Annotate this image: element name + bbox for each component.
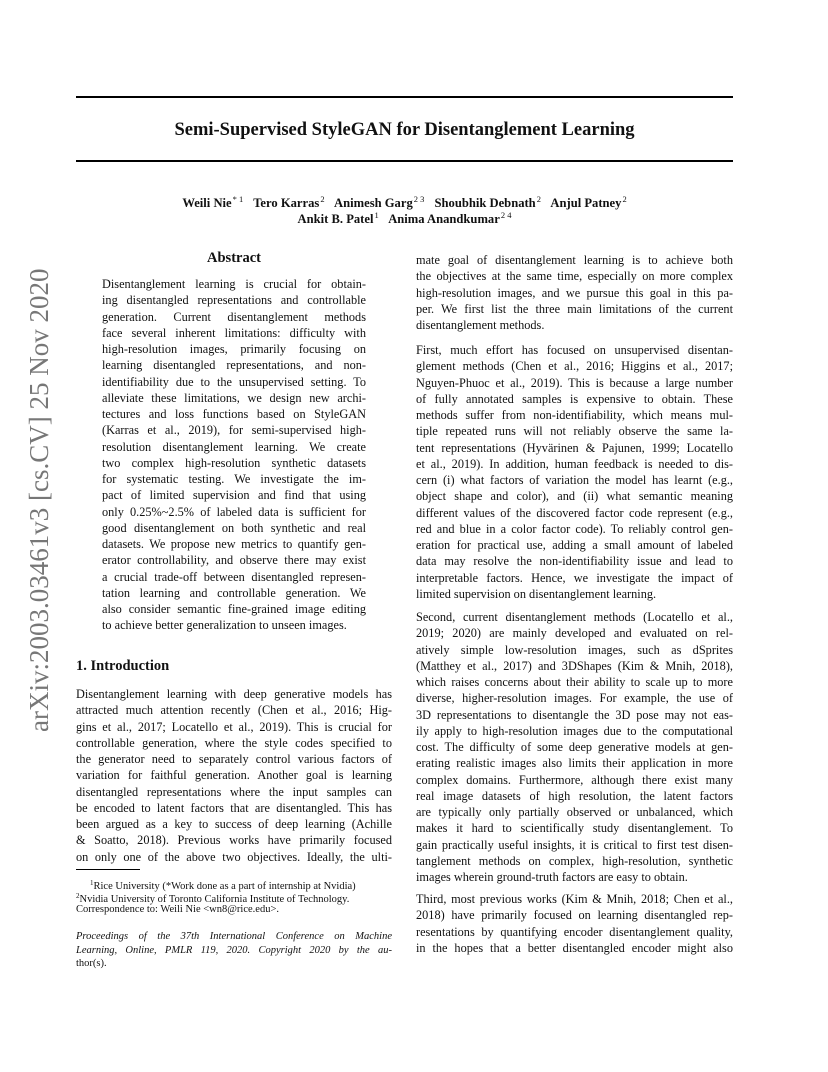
abstract-line: to achieve better generalization to unseen images. [102, 618, 347, 633]
introduction-line: the generator need to separately control various factors of [76, 752, 392, 766]
arxiv-identifier-stamp: arXiv:2003.03461v3 [cs.CV] 25 Nov 2020 [24, 268, 54, 732]
right-paragraph-2-line: glement methods (Chen et al., 2016; Higgins et al., 2017; [416, 359, 733, 374]
footnote-correspondence: Correspondence to: Weili Nie <wn8@rice.edu>. [76, 904, 280, 915]
author-name: Animesh Garg [334, 196, 413, 210]
abstract-line: a crucial trade-off between disentangled represen- [102, 569, 366, 584]
author-affiliation-marker: 1 [374, 210, 379, 220]
right-paragraph-3-line: gain practically useful insights, it is critical to first test disen- [416, 837, 733, 852]
introduction-line: on only one of the above two objectives. Ideally, the ulti- [76, 849, 392, 864]
abstract-line: face several inherent limitations: difficulty with [102, 325, 366, 340]
footnote-affiliation-2: $^2$Nvidia University of Toronto California Institute of Technology. [76, 892, 350, 905]
abstract-line: high-resolution images, primarily focusing on [102, 342, 366, 356]
right-paragraph-2-line: cern (i) what factors of variation the model has learnt (e.g., [416, 473, 733, 487]
right-paragraph-3-line: complex domains. Furthermore, although there exist many [416, 772, 733, 787]
introduction-line: gins et al., 2017; Locatello et al., 2019). This is crucial for [76, 719, 392, 734]
right-paragraph-2-line: object shape and color), and (ii) what semantic meaning [416, 489, 733, 504]
right-paragraph-4-line: resentations by quantifying encoder disentanglement quality, [416, 924, 733, 939]
right-paragraph-3-line: cost. The difficulty of some deep generative models at gen- [416, 740, 733, 754]
right-paragraph-2-line: data may resolve the non-identifiability issue and lead to [416, 554, 733, 569]
right-paragraph-1-line: disentanglement methods. [416, 318, 545, 332]
abstract-line: identifiability due to the unsupervised setting. To [102, 374, 366, 389]
author-name: Weili Nie [182, 196, 232, 210]
right-paragraph-1-line: the objectives at the same time, especially on more complex [416, 269, 733, 284]
abstract-heading: Abstract [207, 250, 261, 266]
right-paragraph-2-line: interpretable factors. Hence, we investigate the impact of [416, 570, 733, 585]
author-name: Ankit B. Patel [297, 212, 374, 226]
right-paragraph-3-line: makes it hard to scientifically study disentanglement. To [416, 821, 733, 836]
author-affiliation-marker: 2 [320, 194, 325, 204]
right-paragraph-4-line: in the hopes that a better disentangled encoder might also [416, 940, 733, 955]
abstract-line: pact of limited supervision and find that using [102, 488, 366, 503]
right-paragraph-2-line: et al., 2019). In addition, human feedback is needed to dis- [416, 456, 733, 471]
abstract-line: resolution disentanglement learning. We create [102, 439, 366, 454]
footnote-affiliation-1: $^1$Rice University (*Work done as a part of internship at Nvidia) [90, 879, 356, 892]
author-name: Anima Anandkumar [388, 212, 500, 226]
right-paragraph-2-line: limited supervision on disentanglement learning. [416, 586, 657, 601]
abstract-line: only 0.25%~2.5% of labeled data is sufficient for [102, 504, 366, 519]
right-paragraph-3-line: real image datasets of high resolution, the latent factors [416, 788, 733, 803]
abstract-line: for systematic testing. We investigate the im- [102, 472, 366, 486]
right-paragraph-3-line: diverse, higher-resolution images. For example, the use of [416, 691, 733, 706]
introduction-heading: 1. Introduction [76, 658, 170, 674]
author-name: Tero Karras [253, 196, 320, 210]
title-top-rule [76, 96, 733, 98]
right-paragraph-2-line: tiple repeated runs will not reliably observe the same la- [416, 424, 733, 439]
footnote-rule [76, 869, 140, 870]
author-affiliation-marker: 2 [622, 194, 627, 204]
right-paragraph-1-line: per. We first list the three main limitations of the current [416, 301, 733, 316]
introduction-line: disentangled representations where the input samples can [76, 784, 392, 799]
right-paragraph-3-line: tanglement methods on complex, high-resolution, synthetic [416, 853, 733, 868]
introduction-line: & Soatto, 2018). Previous works have primarily focused [76, 833, 392, 848]
right-paragraph-1-line: mate goal of disentanglement learning is to achieve both [416, 253, 733, 267]
author-list-line-2 [76, 207, 733, 227]
proceedings-line: Proceedings of the 37th International Conference on Machine [76, 931, 392, 942]
right-paragraph-3-line: (Matthey et al., 2017) and 3DShapes (Kim & Mnih, 2018), [416, 658, 733, 673]
abstract-line: tation learning and controllable generation. We [102, 585, 366, 600]
abstract-line: also consider semantic fine-grained image editing [102, 602, 366, 616]
abstract-line: (Karras et al., 2019), for semi-supervised high- [102, 423, 366, 438]
proceedings-line: Learning, Online, PMLR 119, 2020. Copyright 2020 by the au- [76, 944, 392, 956]
abstract-line: Disentanglement learning is crucial for obtain- [102, 277, 366, 291]
introduction-line: variation for faithful generation. Another goal is learning [76, 768, 392, 783]
right-paragraph-4-line: Third, most previous works (Kim & Mnih, 2018; Chen et al., [416, 892, 733, 906]
right-paragraph-1-line: high-resolution images, and we pursue this goal in this pa- [416, 285, 733, 300]
right-paragraph-3-line: which raises concerns about their ability to scale up to more [416, 675, 733, 689]
introduction-line: Disentanglement learning with deep generative models has [76, 687, 392, 701]
right-paragraph-2-line: red and blue in a color factor code). To reliably control gen- [416, 521, 733, 536]
author-name: Shoubhik Debnath [434, 196, 536, 210]
introduction-line: be encoded to latent factors that are disentangled. This has [76, 800, 392, 815]
right-paragraph-4-line: 2018) have primarily focused on learning disentangled rep- [416, 908, 733, 923]
right-paragraph-2-line: Nguyen-Phuoc et al., 2019). This is because a large number [416, 375, 733, 390]
abstract-line: alleviate these limitations, we design new archi- [102, 390, 366, 405]
author-affiliation-marker: 2 4 [500, 210, 512, 220]
abstract-line: learning disentangled representations, and non- [102, 358, 366, 373]
paper-title: Semi-Supervised StyleGAN for Disentanglement Learning [174, 120, 635, 140]
abstract-line: good disentanglement on both synthetic and real [102, 520, 366, 535]
right-paragraph-2-line: methods suffer from non-identifiability, which means mul- [416, 408, 733, 422]
right-paragraph-3-line: atively simple low-resolution images, such as dSprites [416, 642, 733, 657]
author-affiliation-marker: 2 3 [413, 194, 425, 204]
proceedings-line: thor(s). [76, 958, 107, 969]
introduction-line: attracted much attention recently (Chen et al., 2016; Hig- [76, 703, 392, 718]
author-affiliation-marker: * 1 [232, 194, 244, 204]
right-paragraph-3-line: Second, current disentanglement methods (Locatello et al., [416, 610, 733, 624]
right-paragraph-2-line: tent representations (Hyvärinen & Pajunen, 1999; Locatello [416, 440, 733, 455]
author-affiliation-marker: 2 [536, 194, 541, 204]
right-paragraph-2-line: eration for practical use, adding a small amount of labeled [416, 538, 733, 552]
right-paragraph-3-line: erating realistic images also limits their application in more [416, 756, 733, 771]
right-paragraph-3-line: ily apply to high-resolution images due to the computational [416, 723, 733, 738]
author-name: Anjul Patney [550, 196, 622, 210]
abstract-line: generation. Current disentanglement methods [102, 309, 366, 324]
abstract-line: ing disentangled representations and controllable [102, 293, 366, 308]
abstract-line: two complex high-resolution synthetic datasets [102, 455, 366, 470]
introduction-line: been argued as a key to success of deep learning (Achille [76, 817, 392, 831]
right-paragraph-3-line: 2019; 2020) are mainly developed and evaluated on rel- [416, 626, 733, 641]
right-paragraph-2-line: First, much effort has focused on unsupervised disentan- [416, 343, 733, 357]
abstract-line: datasets. We propose new metrics to quantify gen- [102, 537, 366, 551]
right-paragraph-2-line: of fully annotated samples is expensive to obtain. These [416, 391, 733, 406]
abstract-line: erator controllability, and observe there may exist [102, 553, 366, 568]
right-paragraph-3-line: are typically only partially observed or unbalanced, which [416, 805, 733, 819]
right-paragraph-3-line: images wherein ground-truth factors are easy to obtain. [416, 870, 688, 884]
abstract-line: tectures and loss functions based on StyleGAN [102, 407, 366, 421]
title-bottom-rule [76, 160, 733, 162]
right-paragraph-2-line: different values of the discovered factor code represent (e.g., [416, 505, 733, 520]
right-paragraph-3-line: 3D representations to disentangle the 3D pose may not eas- [416, 707, 733, 722]
introduction-line: controllable generation, where the style codes specified to [76, 735, 392, 750]
